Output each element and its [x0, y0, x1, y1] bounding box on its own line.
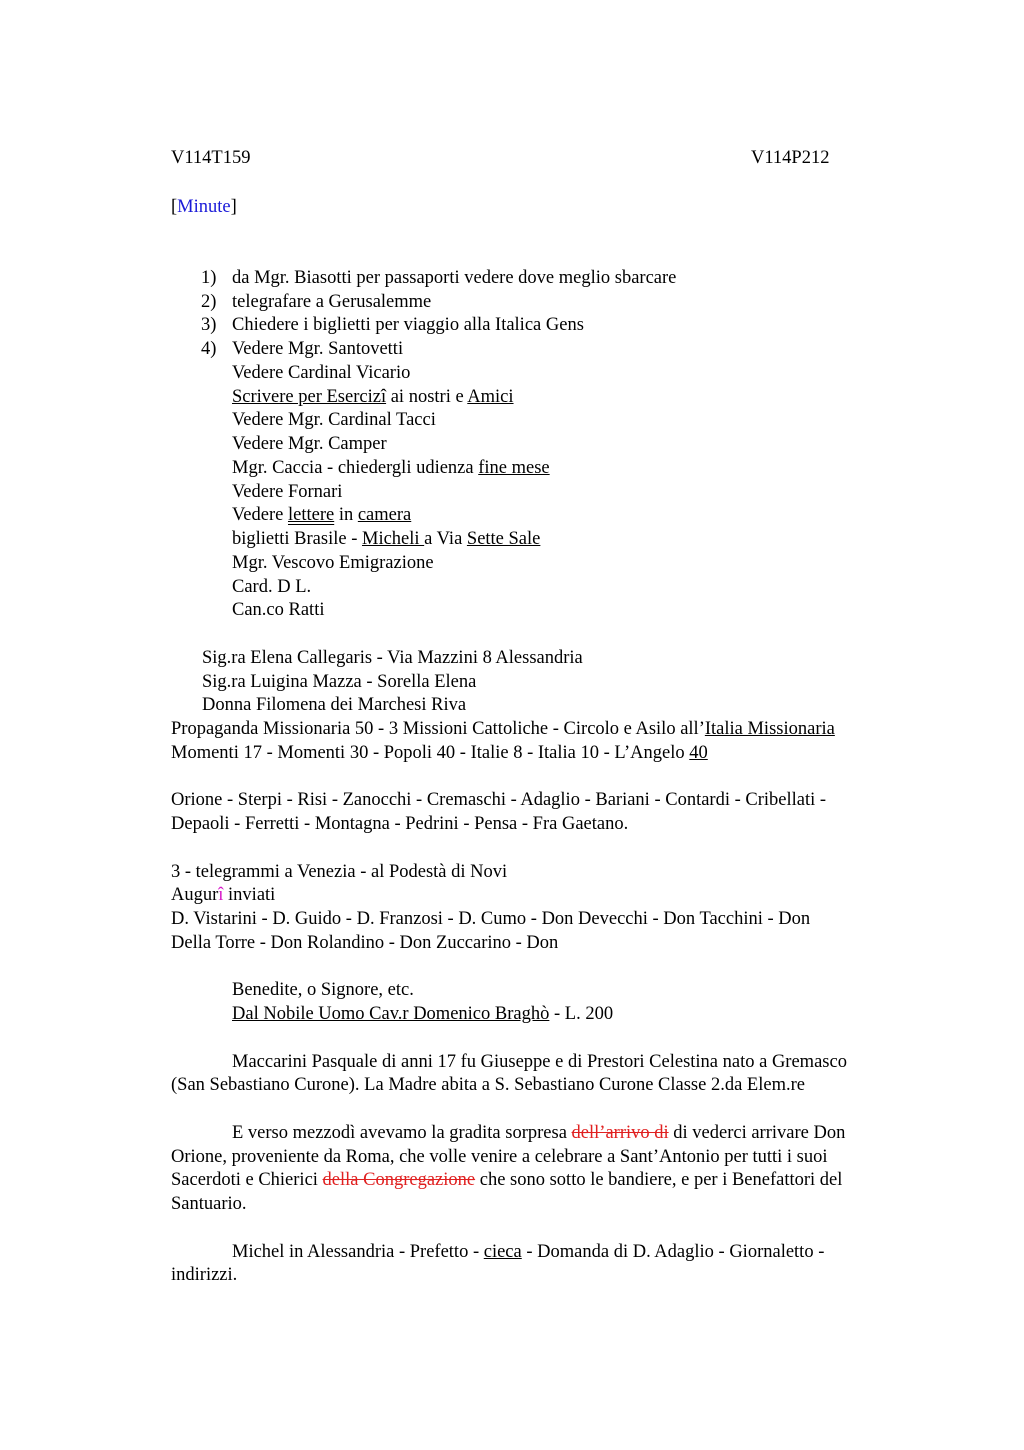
- auguri-line: Augurî inviati: [171, 885, 276, 905]
- donation-line: Dal Nobile Uomo Cav.r Domenico Braghò - L. 200: [232, 1004, 614, 1024]
- deleted-text: della Congregazione: [322, 1170, 476, 1190]
- paragraph-line: Sacerdoti e Chierici della Congregazione che sono sotto le bandiere, e per i Benefattori del: [171, 1170, 843, 1190]
- minute-link-line: [Minute]: [171, 197, 237, 217]
- clergy-line: D. Vistarini - D. Guido - D. Franzosi - D. Cumo - Don Devecchi - Don Tacchini - Don: [171, 909, 811, 929]
- paragraph-line: indirizzi.: [171, 1265, 238, 1285]
- propaganda-line: Propaganda Missionaria 50 - 3 Missioni Cattoliche - Circolo e Asilo all’Italia Missionaria: [171, 719, 835, 739]
- paragraph-line: E verso mezzodì avevamo la gradita sorpresa dell’arrivo di di vederci arrivare Don: [232, 1123, 846, 1143]
- sub-line: Scrivere per Esercizi ai nostri e Amici: [232, 387, 514, 407]
- sub-line: Vedere Fornari: [232, 482, 343, 502]
- name-line: Sig.ra Luigina Mazza - Sorella Elena: [202, 672, 477, 692]
- name-line: Donna Filomena dei Marchesi Riva: [202, 695, 467, 715]
- sub-line: Can.co Ratti: [232, 600, 325, 620]
- sub-line: biglietti Brasile - Micheli a Via Sette Sale: [232, 529, 541, 549]
- document-page: V114T159 V114P212 [Minute] 1) da Mgr. Biasotti per passaporti vedere dove meglio sbarcare 2) telegrafare a Gerusalemme 3) Chiedere i biglietti per viaggio alla Italica Gens 4) Vedere Mgr. Santovetti Vedere Cardinal Vicario Scrivere per Esercizi ai nostri e Amici Vedere Mgr. Cardinal Tacci Vedere Mgr. Camper Mgr. Caccia - chiedergli udienza fine mese Vedere Fornari Vedere lettere in camera biglietti Brasile - Micheli a Via Sette Sale Mgr. Vescovo Emigrazione Card. D L. Can.co Ratti Sig.ra Elena Callegaris - Via Mazzini 8 Alessandria Sig.ra Luigina Mazza - Sorella Elena Donna Filomena dei Marchesi Riva Propaganda Missionaria 50 - 3 Missioni Cattoliche - Circolo e Asilo all’Italia Missionaria Momenti 17 - Momenti 30 - Popoli 40 - Italie 8 - Italia 10 - L’Angelo 40 Orione - Sterpi - Risi - Zanocchi - Cremaschi - Adaglio - Bariani - Contardi - Cribellati - Depaoli - Ferretti - Montagna - Pedrini - Pensa - Fra Gaetano. 3 - telegrammi a Venezia - al Podestà di Novi Augurî inviati D. Vistarini - D. Guido - D. Franzosi - D. Cumo - Don Devecchi - Don Tacchini - Don Della Torre - Don Rolandino - Don Zuccarino - Don Benedite, o Signore, etc. Dal Nobile Uomo Cav.r Domenico Braghò - L. 200 Maccarini Pasquale di anni 17 fu Giuseppe e di Prestori Celestina nato a Gremasco (San Sebastiano Curone). La Madre abita a S. Sebastiano Curone Classe 2.da Elem.re E verso mezzodì avevamo la gradita sorpresa dell’arrivo di di vederci arrivare Don Orione, proveniente da Roma, che volle venire a celebrare a Sant’Antonio per tutti i suoi Sacerdoti e Chierici della Congregazione che sono sotto le bandiere, e per i Benefattori del Santuario. Michel in Alessandria - Prefetto - cieca - Domanda di D. Adaglio - Giornaletto - indirizzi.: [171, 148, 847, 1285]
- deleted-text: dell’arrivo di: [571, 1123, 669, 1143]
- sub-line: Mgr. Caccia - chiedergli udienza fine mese: [232, 458, 550, 478]
- propaganda-line: Momenti 17 - Momenti 30 - Popoli 40 - Italie 8 - Italia 10 - L’Angelo 40: [171, 743, 708, 763]
- benedite-line: Benedite, o Signore, etc.: [232, 980, 414, 1000]
- paragraph-line: Santuario.: [171, 1194, 247, 1214]
- minute-link[interactable]: Minute: [177, 197, 231, 217]
- paragraph-line: Maccarini Pasquale di anni 17 fu Giuseppe e di Prestori Celestina nato a Gremasco: [232, 1052, 847, 1072]
- clergy-line: Della Torre - Don Rolandino - Don Zuccarino - Don: [171, 933, 559, 953]
- sub-line: Vedere Mgr. Cardinal Tacci: [232, 410, 436, 430]
- orione-line: Orione - Sterpi - Risi - Zanocchi - Cremaschi - Adaglio - Bariani - Contardi - Cribellati -: [171, 790, 827, 810]
- header-left-code: V114T159: [171, 148, 251, 168]
- sub-line: Card. D L.: [232, 577, 312, 597]
- paragraph-line: Michel in Alessandria - Prefetto - cieca - Domanda di D. Adaglio - Giornaletto -: [232, 1242, 825, 1262]
- sub-line: Vedere Mgr. Camper: [232, 434, 387, 454]
- name-line: Sig.ra Elena Callegaris - Via Mazzini 8 Alessandria: [202, 648, 583, 668]
- sub-line: Vedere Cardinal Vicario: [232, 363, 411, 383]
- correction-mark: î: [218, 885, 224, 905]
- header-right-code: V114P212: [751, 148, 830, 168]
- orione-line: Depaoli - Ferretti - Montagna - Pedrini - Pensa - Fra Gaetano.: [171, 814, 629, 834]
- paragraph-line: (San Sebastiano Curone). La Madre abita a S. Sebastiano Curone Classe 2.da Elem.re: [171, 1075, 805, 1095]
- sub-line: Mgr. Vescovo Emigrazione: [232, 553, 434, 573]
- paragraph-line: Orione, proveniente da Roma, che volle venire a celebrare a Sant’Antonio per tutti i suoi: [171, 1147, 828, 1167]
- telegrammi-line: 3 - telegrammi a Venezia - al Podestà di Novi: [171, 862, 508, 882]
- sub-line: Vedere lettere in camera: [232, 505, 412, 525]
